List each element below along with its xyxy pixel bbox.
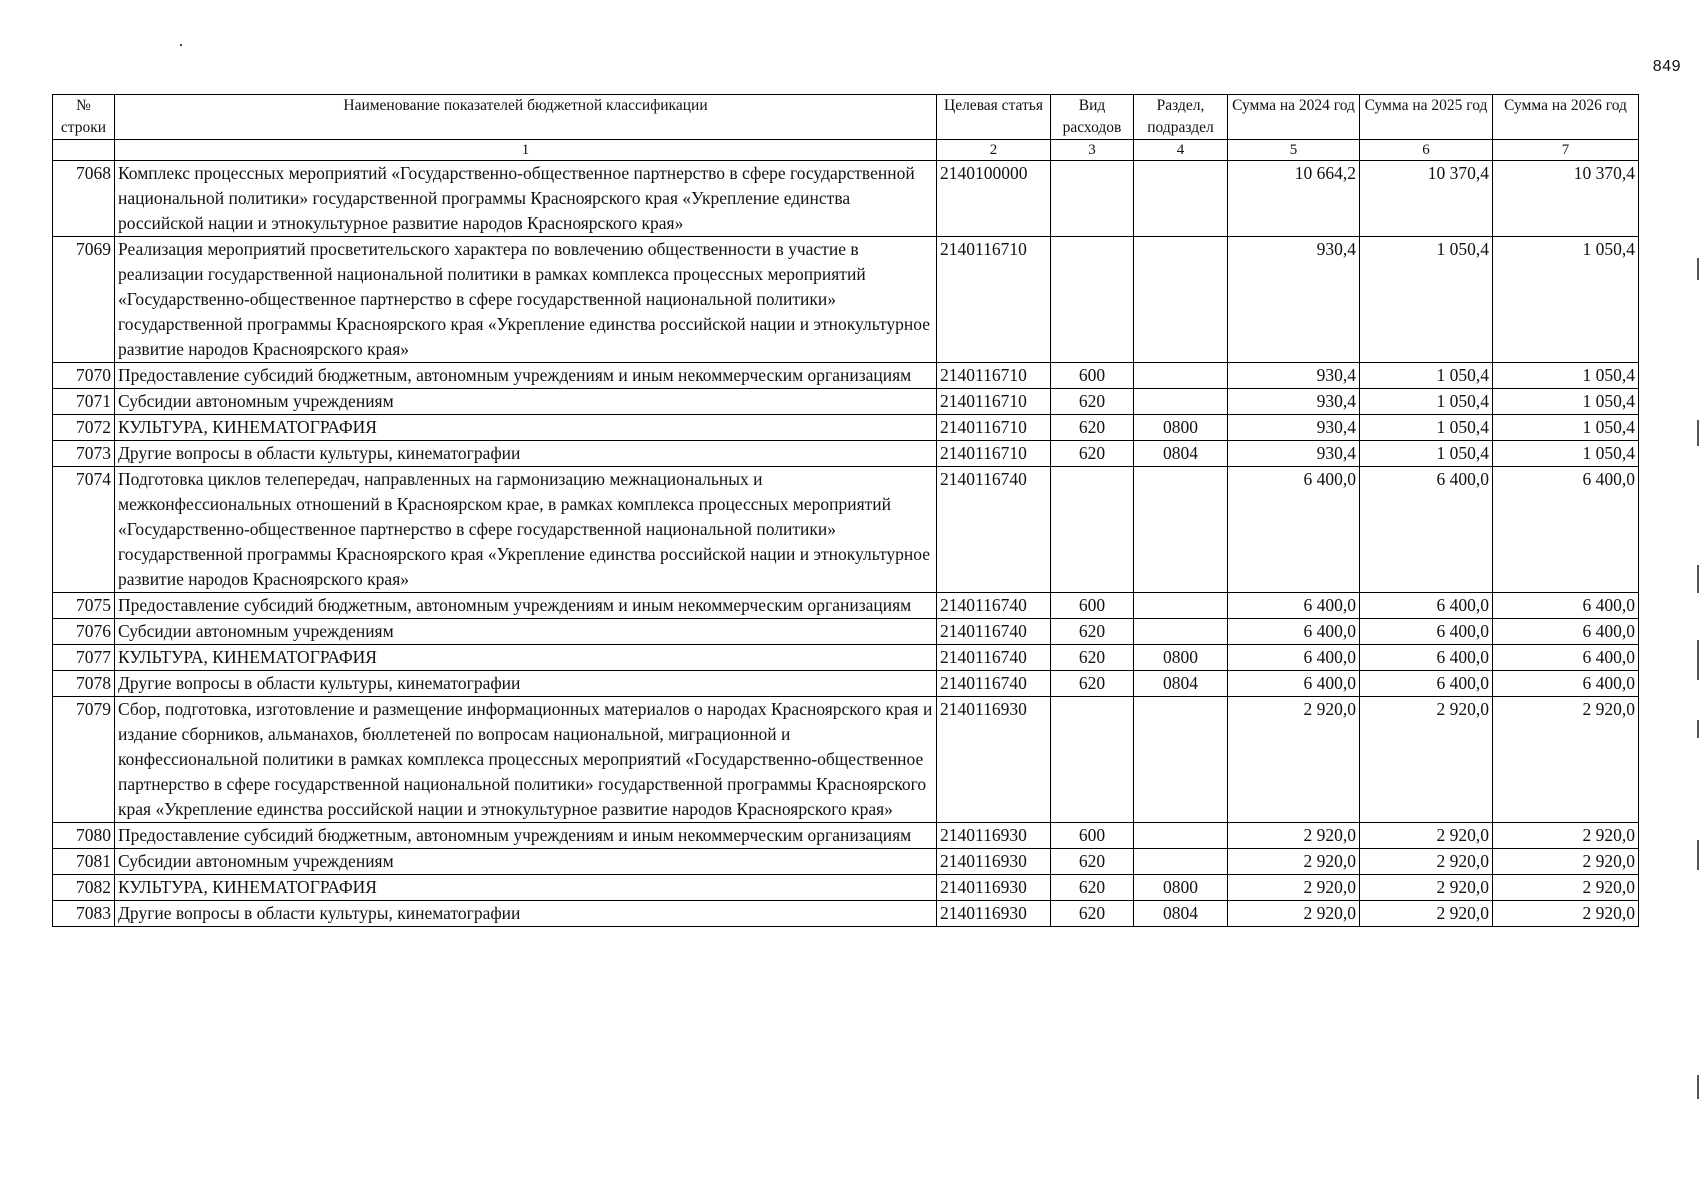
table-row <box>53 363 1639 389</box>
sum-2026-cell: 2 920,0 <box>1493 697 1639 823</box>
row-number-cell: 7073 <box>53 441 115 467</box>
indicator-name-cell: Подготовка циклов телепередач, направленных на гармонизацию межнациональных и межконфессиональных отношений в Красноярском крае, в рамках комплекса процессных мероприятий «Государственно-общественное партнерство в сфере государственной национальной политики» государственной программы Красноярского края «Укрепление единства российской нации и этнокультурное развитие народов Красноярского края» <box>115 467 937 593</box>
sum-2026-cell: 1 050,4 <box>1493 441 1639 467</box>
table-row <box>53 901 1639 927</box>
sum-2026-cell: 1 050,4 <box>1493 415 1639 441</box>
sum-2026-cell: 2 920,0 <box>1493 849 1639 875</box>
page-number: 849 <box>1652 58 1681 75</box>
table-row <box>53 415 1639 441</box>
row-number-cell: 7082 <box>53 875 115 901</box>
table-body <box>53 161 1639 927</box>
section-cell: 0800 <box>1134 415 1228 441</box>
sum-2024-cell: 930,4 <box>1228 237 1360 363</box>
sum-2024-cell: 930,4 <box>1228 389 1360 415</box>
sum-2025-cell: 1 050,4 <box>1360 415 1493 441</box>
header-sum-2026: Сумма на 2026 год <box>1493 95 1639 140</box>
table-header <box>53 95 1639 161</box>
expense-type-cell: 620 <box>1051 415 1134 441</box>
column-number <box>53 140 115 161</box>
row-number-cell: 7080 <box>53 823 115 849</box>
header-target-article: Целевая статья <box>937 95 1051 140</box>
indicator-name-cell: Реализация мероприятий просветительского характера по вовлечению общественности в участие в реализации государственной национальной политики в рамках комплекса процессных мероприятий «Государственно-общественное партнерство в сфере государственной национальной политики» государственной программы Красноярского края «Укрепление единства российской нации и этнокультурное развитие народов Красноярского края» <box>115 237 937 363</box>
indicator-name-cell: Субсидии автономным учреждениям <box>115 389 937 415</box>
expense-type-cell: 620 <box>1051 619 1134 645</box>
sum-2025-cell: 10 370,4 <box>1360 161 1493 237</box>
sum-2024-cell: 930,4 <box>1228 415 1360 441</box>
section-cell <box>1134 363 1228 389</box>
sum-2026-cell: 6 400,0 <box>1493 467 1639 593</box>
expense-type-cell: 620 <box>1051 671 1134 697</box>
column-number: 7 <box>1493 140 1639 161</box>
budget-table <box>52 94 1639 927</box>
row-number-cell: 7077 <box>53 645 115 671</box>
sum-2025-cell: 2 920,0 <box>1360 875 1493 901</box>
expense-type-cell: 620 <box>1051 441 1134 467</box>
target-article-cell: 2140116710 <box>937 415 1051 441</box>
indicator-name-cell: Другие вопросы в области культуры, кинематографии <box>115 901 937 927</box>
sum-2025-cell: 6 400,0 <box>1360 645 1493 671</box>
sum-2024-cell: 6 400,0 <box>1228 619 1360 645</box>
section-cell <box>1134 849 1228 875</box>
indicator-name-cell: КУЛЬТУРА, КИНЕМАТОГРАФИЯ <box>115 875 937 901</box>
scan-speck <box>180 44 182 46</box>
row-number-cell: 7083 <box>53 901 115 927</box>
sum-2024-cell: 2 920,0 <box>1228 823 1360 849</box>
table-row <box>53 849 1639 875</box>
section-cell: 0804 <box>1134 901 1228 927</box>
column-number: 4 <box>1134 140 1228 161</box>
target-article-cell: 2140116710 <box>937 237 1051 363</box>
header-sum-2024: Сумма на 2024 год <box>1228 95 1360 140</box>
section-cell: 0800 <box>1134 645 1228 671</box>
scan-edge-mark <box>1697 1075 1699 1099</box>
column-number: 2 <box>937 140 1051 161</box>
sum-2025-cell: 1 050,4 <box>1360 441 1493 467</box>
target-article-cell: 2140116740 <box>937 467 1051 593</box>
section-cell <box>1134 697 1228 823</box>
row-number-cell: 7075 <box>53 593 115 619</box>
sum-2025-cell: 6 400,0 <box>1360 671 1493 697</box>
target-article-cell: 2140116930 <box>937 697 1051 823</box>
scan-edge-mark <box>1697 840 1699 870</box>
scan-edge-mark <box>1697 720 1699 738</box>
table-row <box>53 441 1639 467</box>
sum-2024-cell: 6 400,0 <box>1228 467 1360 593</box>
sum-2025-cell: 6 400,0 <box>1360 593 1493 619</box>
section-cell <box>1134 593 1228 619</box>
sum-2024-cell: 2 920,0 <box>1228 697 1360 823</box>
table-row <box>53 823 1639 849</box>
sum-2026-cell: 10 370,4 <box>1493 161 1639 237</box>
header-section: Раздел, подраздел <box>1134 95 1228 140</box>
row-number-cell: 7069 <box>53 237 115 363</box>
header-expense-type: Вид расходов <box>1051 95 1134 140</box>
indicator-name-cell: Комплекс процессных мероприятий «Государственно-общественное партнерство в сфере государственной национальной политики» государственной программы Красноярского края «Укрепление единства российской нации и этнокультурное развитие народов Красноярского края» <box>115 161 937 237</box>
table-row <box>53 161 1639 237</box>
sum-2025-cell: 6 400,0 <box>1360 467 1493 593</box>
sum-2026-cell: 6 400,0 <box>1493 645 1639 671</box>
sum-2025-cell: 2 920,0 <box>1360 697 1493 823</box>
row-number-cell: 7072 <box>53 415 115 441</box>
target-article-cell: 2140116710 <box>937 389 1051 415</box>
expense-type-cell <box>1051 467 1134 593</box>
row-number-cell: 7079 <box>53 697 115 823</box>
sum-2024-cell: 930,4 <box>1228 441 1360 467</box>
expense-type-cell: 620 <box>1051 645 1134 671</box>
table-row <box>53 237 1639 363</box>
expense-type-cell: 620 <box>1051 901 1134 927</box>
sum-2024-cell: 930,4 <box>1228 363 1360 389</box>
header-sum-2025: Сумма на 2025 год <box>1360 95 1493 140</box>
target-article-cell: 2140116740 <box>937 619 1051 645</box>
sum-2026-cell: 2 920,0 <box>1493 901 1639 927</box>
sum-2024-cell: 2 920,0 <box>1228 849 1360 875</box>
indicator-name-cell: Предоставление субсидий бюджетным, автономным учреждениям и иным некоммерческим организациям <box>115 593 937 619</box>
expense-type-cell: 600 <box>1051 593 1134 619</box>
row-number-cell: 7081 <box>53 849 115 875</box>
target-article-cell: 2140116930 <box>937 849 1051 875</box>
table-row <box>53 697 1639 823</box>
sum-2026-cell: 6 400,0 <box>1493 671 1639 697</box>
indicator-name-cell: Предоставление субсидий бюджетным, автономным учреждениям и иным некоммерческим организациям <box>115 363 937 389</box>
column-number: 5 <box>1228 140 1360 161</box>
expense-type-cell <box>1051 161 1134 237</box>
expense-type-cell <box>1051 237 1134 363</box>
scan-edge-mark <box>1697 258 1699 280</box>
expense-type-cell: 620 <box>1051 389 1134 415</box>
indicator-name-cell: КУЛЬТУРА, КИНЕМАТОГРАФИЯ <box>115 415 937 441</box>
sum-2024-cell: 2 920,0 <box>1228 875 1360 901</box>
row-number-cell: 7078 <box>53 671 115 697</box>
indicator-name-cell: КУЛЬТУРА, КИНЕМАТОГРАФИЯ <box>115 645 937 671</box>
sum-2024-cell: 6 400,0 <box>1228 593 1360 619</box>
row-number-cell: 7070 <box>53 363 115 389</box>
scan-edge-mark <box>1697 640 1699 680</box>
sum-2025-cell: 1 050,4 <box>1360 389 1493 415</box>
sum-2025-cell: 2 920,0 <box>1360 849 1493 875</box>
sum-2024-cell: 6 400,0 <box>1228 645 1360 671</box>
sum-2026-cell: 6 400,0 <box>1493 619 1639 645</box>
sum-2025-cell: 6 400,0 <box>1360 619 1493 645</box>
target-article-cell: 2140116930 <box>937 823 1051 849</box>
target-article-cell: 2140116930 <box>937 875 1051 901</box>
table-row <box>53 671 1639 697</box>
scan-edge-mark <box>1697 420 1699 446</box>
section-cell <box>1134 467 1228 593</box>
section-cell: 0804 <box>1134 441 1228 467</box>
table-row <box>53 875 1639 901</box>
indicator-name-cell: Субсидии автономным учреждениям <box>115 849 937 875</box>
sum-2025-cell: 2 920,0 <box>1360 901 1493 927</box>
sum-2026-cell: 2 920,0 <box>1493 823 1639 849</box>
sum-2026-cell: 2 920,0 <box>1493 875 1639 901</box>
sum-2024-cell: 6 400,0 <box>1228 671 1360 697</box>
table-row <box>53 593 1639 619</box>
header-row-number: № строки <box>53 95 115 140</box>
row-number-cell: 7071 <box>53 389 115 415</box>
row-number-cell: 7068 <box>53 161 115 237</box>
table-row <box>53 467 1639 593</box>
expense-type-cell: 600 <box>1051 823 1134 849</box>
sum-2026-cell: 6 400,0 <box>1493 593 1639 619</box>
target-article-cell: 2140116740 <box>937 671 1051 697</box>
header-indicator-name: Наименование показателей бюджетной классификации <box>115 95 937 140</box>
section-cell <box>1134 619 1228 645</box>
scan-edge-mark <box>1697 565 1699 593</box>
column-number: 6 <box>1360 140 1493 161</box>
row-number-cell: 7076 <box>53 619 115 645</box>
section-cell <box>1134 237 1228 363</box>
target-article-cell: 2140116740 <box>937 645 1051 671</box>
indicator-name-cell: Предоставление субсидий бюджетным, автономным учреждениям и иным некоммерческим организациям <box>115 823 937 849</box>
section-cell: 0804 <box>1134 671 1228 697</box>
expense-type-cell: 600 <box>1051 363 1134 389</box>
sum-2026-cell: 1 050,4 <box>1493 363 1639 389</box>
table-row <box>53 389 1639 415</box>
sum-2025-cell: 1 050,4 <box>1360 237 1493 363</box>
column-number: 1 <box>115 140 937 161</box>
target-article-cell: 2140116930 <box>937 901 1051 927</box>
sum-2026-cell: 1 050,4 <box>1493 237 1639 363</box>
sum-2025-cell: 1 050,4 <box>1360 363 1493 389</box>
sum-2026-cell: 1 050,4 <box>1493 389 1639 415</box>
section-cell: 0800 <box>1134 875 1228 901</box>
section-cell <box>1134 161 1228 237</box>
target-article-cell: 2140100000 <box>937 161 1051 237</box>
indicator-name-cell: Другие вопросы в области культуры, кинематографии <box>115 441 937 467</box>
table-row <box>53 619 1639 645</box>
sum-2024-cell: 2 920,0 <box>1228 901 1360 927</box>
expense-type-cell: 620 <box>1051 875 1134 901</box>
target-article-cell: 2140116710 <box>937 441 1051 467</box>
expense-type-cell <box>1051 697 1134 823</box>
section-cell <box>1134 823 1228 849</box>
row-number-cell: 7074 <box>53 467 115 593</box>
target-article-cell: 2140116740 <box>937 593 1051 619</box>
indicator-name-cell: Другие вопросы в области культуры, кинематографии <box>115 671 937 697</box>
column-number: 3 <box>1051 140 1134 161</box>
table-row <box>53 645 1639 671</box>
section-cell <box>1134 389 1228 415</box>
indicator-name-cell: Сбор, подготовка, изготовление и размещение информационных материалов о народах Красноярского края и издание сборников, альманахов, бюллетеней по вопросам национальной, миграционной и конфессиональной политики в рамках комплекса процессных мероприятий «Государственно-общественное партнерство в сфере государственной национальной политики» государственной программы Красноярского края «Укрепление единства российской нации и этнокультурное развитие народов Красноярского края» <box>115 697 937 823</box>
target-article-cell: 2140116710 <box>937 363 1051 389</box>
sum-2025-cell: 2 920,0 <box>1360 823 1493 849</box>
expense-type-cell: 620 <box>1051 849 1134 875</box>
sum-2024-cell: 10 664,2 <box>1228 161 1360 237</box>
indicator-name-cell: Субсидии автономным учреждениям <box>115 619 937 645</box>
